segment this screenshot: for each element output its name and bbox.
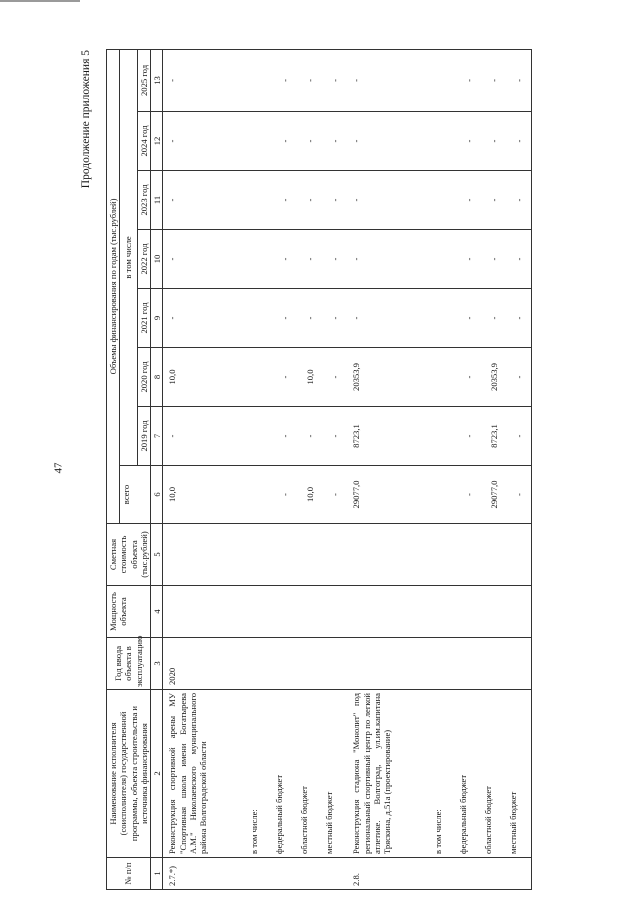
row-number: 2.7.*) xyxy=(163,858,240,890)
row-name: областной бюджет xyxy=(481,690,506,858)
cell-y2021: - xyxy=(506,289,532,348)
cell-cost xyxy=(506,524,532,586)
row-number xyxy=(423,858,456,890)
cell-y2019: - xyxy=(506,407,532,466)
cell-capacity xyxy=(272,586,297,638)
column-number: 2 xyxy=(151,690,163,858)
cell-y2021 xyxy=(423,289,456,348)
cell-total: - xyxy=(272,466,297,524)
cell-capacity xyxy=(347,586,423,638)
header-year-2022: 2022 год xyxy=(137,230,150,289)
column-number: 12 xyxy=(151,112,163,171)
cell-y2024: - xyxy=(163,112,240,171)
column-number: 5 xyxy=(151,524,163,586)
cell-y2022: - xyxy=(347,230,423,289)
cell-y2025: - xyxy=(347,49,423,111)
row-number xyxy=(272,858,297,890)
cell-y2021: - xyxy=(481,289,506,348)
scan-edge-mark xyxy=(0,0,80,2)
row-number: 2.8. xyxy=(347,858,423,890)
table-row xyxy=(423,49,456,889)
cell-y2021 xyxy=(239,289,272,348)
cell-cost xyxy=(163,524,240,586)
cell-y2022: - xyxy=(481,230,506,289)
cell-y2024: - xyxy=(322,112,347,171)
cell-y2025 xyxy=(423,49,456,111)
table-row xyxy=(347,49,423,889)
table-row xyxy=(481,49,506,889)
cell-cost xyxy=(423,524,456,586)
cell-cost xyxy=(456,524,481,586)
cell-y2023 xyxy=(423,171,456,230)
cell-y2021: - xyxy=(456,289,481,348)
cell-capacity xyxy=(163,586,240,638)
row-year xyxy=(481,638,506,690)
cell-total: 10,0 xyxy=(297,466,322,524)
row-name: местный бюджет xyxy=(322,690,347,858)
cell-y2021: - xyxy=(347,289,423,348)
table-row xyxy=(506,49,532,889)
cell-y2019 xyxy=(423,407,456,466)
header-estimated-cost: Сметная стоимость объекта (тыс.рублей) xyxy=(107,524,151,586)
row-name: Реконструкция стадиона "Монолит" под региональный спортивный центр по легкой атлетике. Волгоград, ул.им.капитана Тряскина, д.51а (проектирование) xyxy=(347,690,423,858)
row-year xyxy=(456,638,481,690)
row-name: в том числе: xyxy=(239,690,272,858)
column-number: 3 xyxy=(151,638,163,690)
cell-y2025: - xyxy=(481,49,506,111)
cell-y2022: - xyxy=(163,230,240,289)
cell-capacity xyxy=(456,586,481,638)
cell-y2025: - xyxy=(163,49,240,111)
header-year-2024: 2024 год xyxy=(137,112,150,171)
cell-y2021: - xyxy=(297,289,322,348)
cell-y2023: - xyxy=(163,171,240,230)
row-name: областной бюджет xyxy=(297,690,322,858)
table-row xyxy=(297,49,322,889)
cell-y2019: 8723,1 xyxy=(347,407,423,466)
header-funding-volume: Объемы финансирования по годам (тыс.рублей) xyxy=(107,49,120,523)
cell-y2021: - xyxy=(322,289,347,348)
header-year-2021: 2021 год xyxy=(137,289,150,348)
continuation-caption: Продолжение приложения 5 xyxy=(80,50,92,189)
row-year xyxy=(347,638,423,690)
cell-y2025: - xyxy=(272,49,297,111)
cell-y2022: - xyxy=(456,230,481,289)
cell-y2022 xyxy=(239,230,272,289)
cell-y2019: 8723,1 xyxy=(481,407,506,466)
cell-y2024: - xyxy=(456,112,481,171)
rotated-sheet xyxy=(80,50,560,890)
cell-y2025: - xyxy=(322,49,347,111)
cell-y2020: - xyxy=(456,348,481,407)
cell-y2023: - xyxy=(481,171,506,230)
cell-y2025: - xyxy=(506,49,532,111)
header-num: № п/п xyxy=(107,858,151,890)
column-number: 10 xyxy=(151,230,163,289)
cell-y2021: - xyxy=(163,289,240,348)
column-number: 7 xyxy=(151,407,163,466)
cell-y2022: - xyxy=(272,230,297,289)
row-number xyxy=(322,858,347,890)
cell-capacity xyxy=(322,586,347,638)
cell-y2023: - xyxy=(272,171,297,230)
cell-y2019: - xyxy=(163,407,240,466)
column-number: 11 xyxy=(151,171,163,230)
cell-y2025: - xyxy=(297,49,322,111)
row-year xyxy=(423,638,456,690)
cell-y2023: - xyxy=(322,171,347,230)
cell-y2020: 10,0 xyxy=(297,348,322,407)
cell-y2023: - xyxy=(297,171,322,230)
header-year-2020: 2020 год xyxy=(137,348,150,407)
column-number: 9 xyxy=(151,289,163,348)
cell-capacity xyxy=(297,586,322,638)
row-number xyxy=(456,858,481,890)
cell-cost xyxy=(481,524,506,586)
cell-y2022: - xyxy=(322,230,347,289)
column-number: 8 xyxy=(151,348,163,407)
row-name: федеральный бюджет xyxy=(272,690,297,858)
cell-y2023: - xyxy=(456,171,481,230)
page-number: 47 xyxy=(52,462,65,474)
cell-y2019: - xyxy=(322,407,347,466)
row-name: местный бюджет xyxy=(506,690,532,858)
row-number xyxy=(239,858,272,890)
row-year xyxy=(506,638,532,690)
cell-y2022 xyxy=(423,230,456,289)
row-number xyxy=(481,858,506,890)
column-number: 13 xyxy=(151,49,163,111)
column-number: 1 xyxy=(151,858,163,890)
cell-y2020: 10,0 xyxy=(163,348,240,407)
row-year: 2020 xyxy=(163,638,240,690)
header-name: Наименование исполнителя (соисполнителя) государственной программы, объекта строительства и источника финансирования xyxy=(107,690,151,858)
cell-capacity xyxy=(481,586,506,638)
cell-total: - xyxy=(506,466,532,524)
header-including: в том числе xyxy=(120,49,138,465)
cell-y2019: - xyxy=(456,407,481,466)
cell-y2024: - xyxy=(297,112,322,171)
cell-capacity xyxy=(506,586,532,638)
cell-y2024: - xyxy=(272,112,297,171)
cell-y2020: 20353,9 xyxy=(481,348,506,407)
table-row xyxy=(163,49,240,889)
cell-total: 29077,0 xyxy=(481,466,506,524)
header-total: всего xyxy=(120,466,151,524)
table-row xyxy=(272,49,297,889)
cell-y2019: - xyxy=(297,407,322,466)
cell-y2023: - xyxy=(347,171,423,230)
header-year-2019: 2019 год xyxy=(137,407,150,466)
cell-y2021: - xyxy=(272,289,297,348)
cell-total: - xyxy=(456,466,481,524)
row-name: Реконструкция спортивной арены МУ "Спортивная школа имени Богатырева А.М." Николаевского муниципального района Волгоградской области xyxy=(163,690,240,858)
cell-cost xyxy=(272,524,297,586)
cell-y2024 xyxy=(423,112,456,171)
cell-y2024: - xyxy=(481,112,506,171)
cell-y2024: - xyxy=(347,112,423,171)
cell-cost xyxy=(297,524,322,586)
cell-total xyxy=(423,466,456,524)
cell-cost xyxy=(239,524,272,586)
row-year xyxy=(322,638,347,690)
row-number xyxy=(506,858,532,890)
cell-y2020: - xyxy=(322,348,347,407)
cell-y2020: - xyxy=(506,348,532,407)
cell-y2020: 20353,9 xyxy=(347,348,423,407)
row-name: в том числе: xyxy=(423,690,456,858)
cell-cost xyxy=(347,524,423,586)
cell-capacity xyxy=(239,586,272,638)
cell-total: - xyxy=(322,466,347,524)
table-row xyxy=(239,49,272,889)
header-year-commission: Год ввода объекта в эксплуатацию xyxy=(107,638,151,690)
cell-y2025: - xyxy=(456,49,481,111)
cell-y2022: - xyxy=(506,230,532,289)
header-year-2023: 2023 год xyxy=(137,171,150,230)
cell-y2024 xyxy=(239,112,272,171)
cell-y2023: - xyxy=(506,171,532,230)
cell-y2020 xyxy=(423,348,456,407)
table-row xyxy=(456,49,481,889)
cell-y2020: - xyxy=(272,348,297,407)
table-row xyxy=(322,49,347,889)
row-year xyxy=(239,638,272,690)
column-number: 4 xyxy=(151,586,163,638)
header-year-2025: 2025 год xyxy=(137,49,150,111)
row-year xyxy=(272,638,297,690)
row-name: федеральный бюджет xyxy=(456,690,481,858)
cell-capacity xyxy=(423,586,456,638)
header-capacity: Мощность объекта xyxy=(107,586,151,638)
cell-y2019: - xyxy=(272,407,297,466)
cell-y2020 xyxy=(239,348,272,407)
cell-total xyxy=(239,466,272,524)
cell-y2019 xyxy=(239,407,272,466)
cell-y2024: - xyxy=(506,112,532,171)
cell-cost xyxy=(322,524,347,586)
row-number xyxy=(297,858,322,890)
row-year xyxy=(297,638,322,690)
cell-y2023 xyxy=(239,171,272,230)
cell-total: 29077,0 xyxy=(347,466,423,524)
cell-y2025 xyxy=(239,49,272,111)
cell-total: 10,0 xyxy=(163,466,240,524)
cell-y2022: - xyxy=(297,230,322,289)
financing-table xyxy=(106,49,532,890)
column-number: 6 xyxy=(151,466,163,524)
